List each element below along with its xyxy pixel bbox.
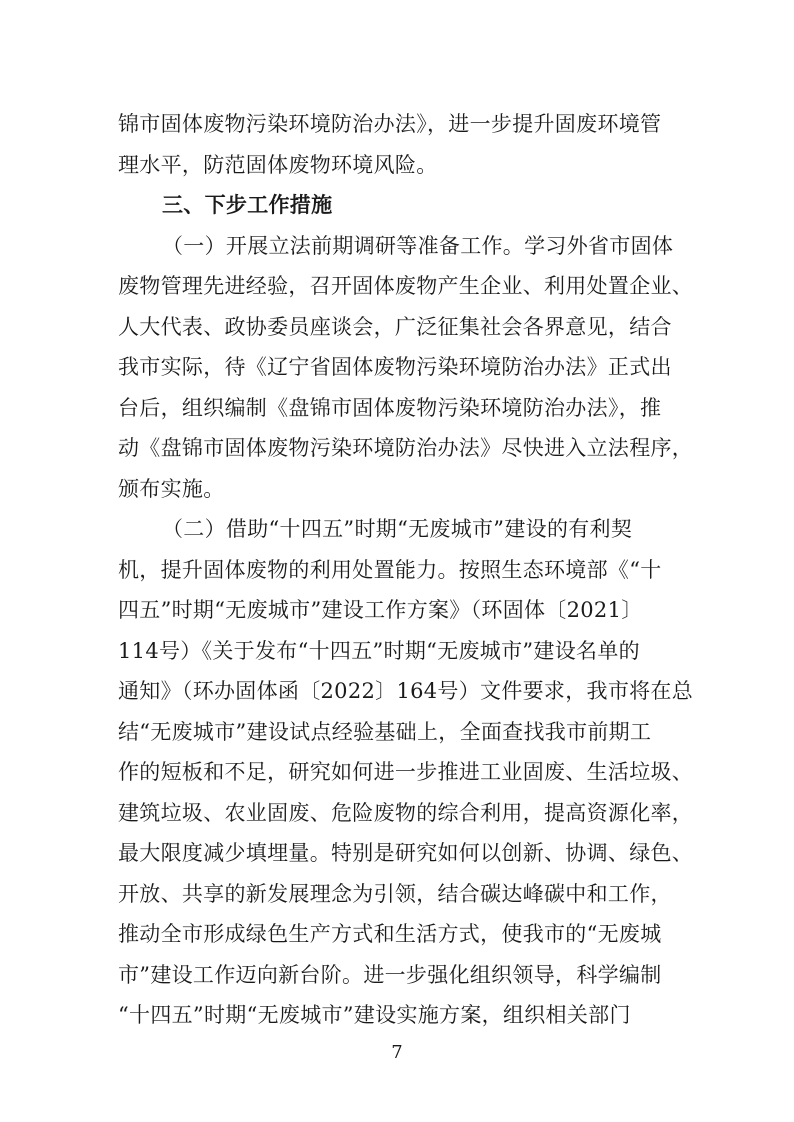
text-line: 开放、共享的新发展理念为引领，结合碳达峰碳中和工作， xyxy=(118,881,672,906)
text-line: 结“无废城市”建设试点经验基础上，全面查找我市前期工 xyxy=(118,719,652,744)
paragraph-start-line: （一）开展立法前期调研等准备工作。学习外省市固体 xyxy=(162,233,674,258)
text-line: 废物管理先进经验，召开固体废物产生企业、利用处置企业、 xyxy=(118,274,694,298)
text-line: 锦市固体废物污染环境防治办法》，进一步提升固废环境管 xyxy=(118,112,662,136)
text-line: 114号）《关于发布“十四五”时期“无废城市”建设名单的 xyxy=(118,638,640,663)
section-heading: 三、下步工作措施 xyxy=(162,192,333,217)
text-line: 动《盘锦市固体废物污染环境防治办法》尽快进入立法程序， xyxy=(118,436,694,460)
page-number: 7 xyxy=(391,1042,403,1063)
text-line: “十四五”时期“无废城市”建设实施方案，组织相关部门 xyxy=(118,1003,631,1027)
paragraph-start-line: （二）借助“十四五”时期“无废城市”建设的有利契 xyxy=(162,517,633,541)
text-line: 台后，组织编制《盘锦市固体废物污染环境防治办法》，推 xyxy=(118,395,662,420)
text-line: 我市实际，待《辽宁省固体废物污染环境防治办法》正式出 xyxy=(118,355,672,379)
text-line: 市”建设工作迈向新台阶。进一步强化组织领导，科学编制 xyxy=(118,962,662,987)
text-line: 通知》（环办固体函〔2022〕164号）文件要求，我市将在总 xyxy=(118,679,694,703)
text-line: 四五”时期“无废城市”建设工作方案》（环固体〔2021〕 xyxy=(118,598,643,622)
text-line: 建筑垃圾、农业固废、危险废物的综合利用，提高资源化率， xyxy=(118,800,694,825)
text-line: 作的短板和不足，研究如何进一步推进工业固废、生活垃圾、 xyxy=(118,760,694,784)
text-line: 颁布实施。 xyxy=(118,476,225,501)
body-text xyxy=(118,104,694,1036)
text-line: 最大限度减少填埋量。特别是研究如何以创新、协调、绿色、 xyxy=(118,841,694,865)
text-line: 推动全市形成绿色生产方式和生活方式，使我市的“无废城 xyxy=(118,922,662,946)
text-line: 理水平，防范固体废物环境风险。 xyxy=(118,152,438,177)
text-line: 人大代表、政协委员座谈会，广泛征集社会各界意见，结合 xyxy=(118,314,672,339)
text-line: 机，提升固体废物的利用处置能力。按照生态环境部《“十 xyxy=(118,557,662,582)
